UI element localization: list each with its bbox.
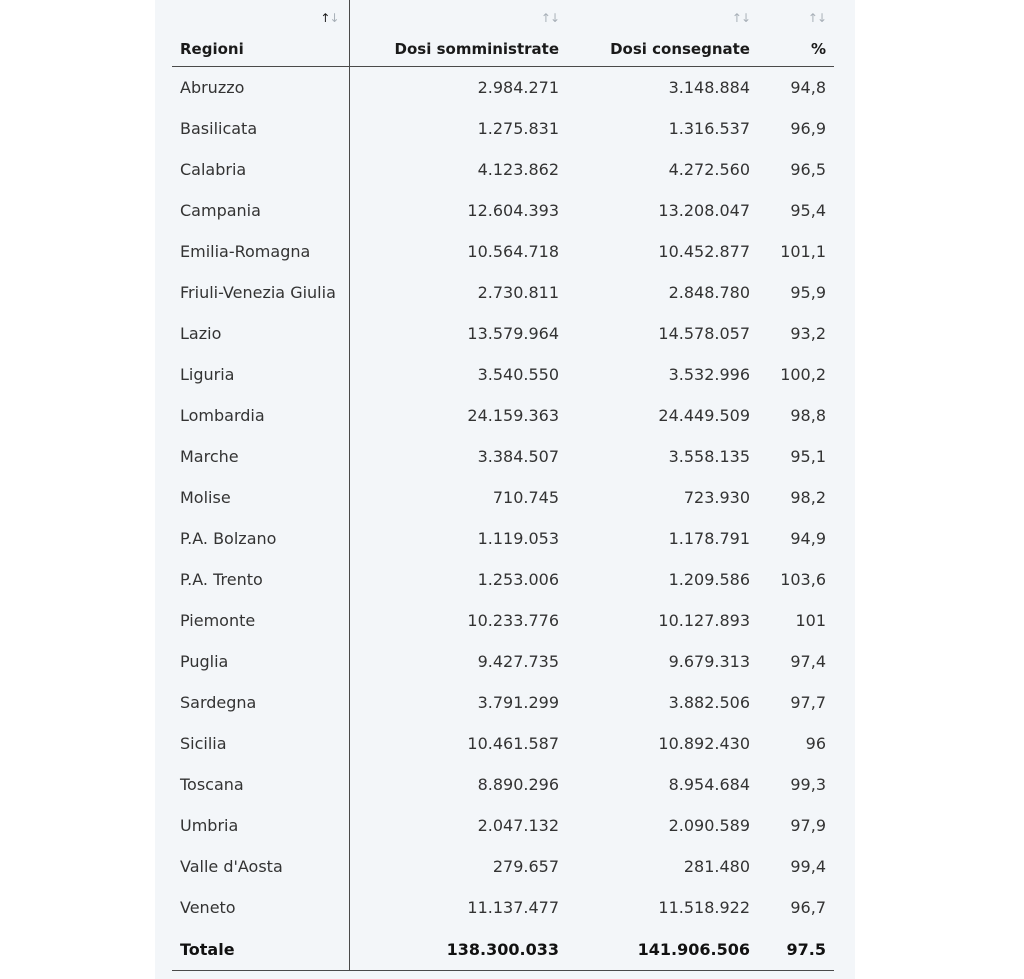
cell-consegnate: 2.090.589 xyxy=(668,816,750,835)
cell-percent: 101,1 xyxy=(780,242,826,261)
cell-consegnate: 11.518.922 xyxy=(658,898,750,917)
cell-somministrate: 10.233.776 xyxy=(467,611,559,630)
table-row xyxy=(172,641,834,682)
sort-up-icon: ↑ xyxy=(540,11,550,25)
table-row xyxy=(172,887,834,928)
table-row xyxy=(172,231,834,272)
table-row xyxy=(172,190,834,231)
cell-region: Lazio xyxy=(172,313,349,354)
cell-consegnate: 3.148.884 xyxy=(668,78,750,97)
cell-consegnate: 10.452.877 xyxy=(658,242,750,261)
cell-consegnate: 9.679.313 xyxy=(668,652,750,671)
cell-region: Abruzzo xyxy=(172,67,349,109)
column-header-region[interactable] xyxy=(172,0,349,67)
column-header-label: Dosi somministrate xyxy=(394,40,559,58)
sort-up-icon: ↑ xyxy=(807,11,817,25)
cell-consegnate: 14.578.057 xyxy=(658,324,750,343)
cell-percent: 98,2 xyxy=(790,488,826,507)
cell-region: Basilicata xyxy=(172,108,349,149)
table-row xyxy=(172,354,834,395)
table-body xyxy=(172,67,834,971)
cell-consegnate: 281.480 xyxy=(683,857,750,876)
cell-consegnate: 8.954.684 xyxy=(668,775,750,794)
cell-consegnate: 1.178.791 xyxy=(668,529,750,548)
cell-percent: 96,9 xyxy=(790,119,826,138)
table-row xyxy=(172,518,834,559)
cell-somministrate: 3.791.299 xyxy=(477,693,559,712)
column-header-label: % xyxy=(810,40,826,58)
cell-somministrate: 1.253.006 xyxy=(477,570,559,589)
table-row xyxy=(172,559,834,600)
cell-consegnate: 24.449.509 xyxy=(658,406,750,425)
cell-total-somministrate: 138.300.033 xyxy=(349,928,567,971)
sort-down-icon: ↓ xyxy=(549,11,559,25)
sort-up-icon: ↑ xyxy=(731,11,741,25)
sort-down-icon: ↓ xyxy=(740,11,750,25)
cell-percent: 97,7 xyxy=(790,693,826,712)
cell-total-consegnate: 141.906.506 xyxy=(567,928,758,971)
sort-arrows-icon[interactable] xyxy=(320,12,338,24)
cell-consegnate: 10.127.893 xyxy=(658,611,750,630)
cell-percent: 103,6 xyxy=(780,570,826,589)
sort-down-icon: ↓ xyxy=(329,11,339,25)
cell-somministrate: 279.657 xyxy=(492,857,559,876)
cell-somministrate: 1.275.831 xyxy=(477,119,559,138)
sort-arrows-icon[interactable] xyxy=(541,12,559,24)
cell-percent: 96,7 xyxy=(790,898,826,917)
sort-arrows-icon[interactable] xyxy=(732,12,750,24)
sort-down-icon: ↓ xyxy=(816,11,826,25)
cell-region: Piemonte xyxy=(172,600,349,641)
table-row xyxy=(172,805,834,846)
cell-percent: 95,1 xyxy=(790,447,826,466)
cell-consegnate: 3.558.135 xyxy=(668,447,750,466)
cell-percent: 99,3 xyxy=(790,775,826,794)
cell-percent: 93,2 xyxy=(790,324,826,343)
table-row xyxy=(172,149,834,190)
cell-percent: 96,5 xyxy=(790,160,826,179)
cell-consegnate: 4.272.560 xyxy=(668,160,750,179)
cell-somministrate: 3.540.550 xyxy=(477,365,559,384)
table-row xyxy=(172,600,834,641)
cell-percent: 97,9 xyxy=(790,816,826,835)
cell-somministrate: 4.123.862 xyxy=(477,160,559,179)
cell-consegnate: 1.209.586 xyxy=(668,570,750,589)
total-row xyxy=(172,928,834,971)
table-row xyxy=(172,108,834,149)
cell-percent: 96 xyxy=(805,734,826,753)
cell-percent: 101 xyxy=(795,611,826,630)
sort-up-icon: ↑ xyxy=(320,11,330,25)
cell-consegnate: 2.848.780 xyxy=(668,283,750,302)
table-row xyxy=(172,395,834,436)
cell-percent: 100,2 xyxy=(780,365,826,384)
table-row xyxy=(172,682,834,723)
cell-percent: 97,4 xyxy=(790,652,826,671)
cell-region: Toscana xyxy=(172,764,349,805)
column-header-percent[interactable] xyxy=(758,0,834,67)
cell-region: Sicilia xyxy=(172,723,349,764)
table-row xyxy=(172,272,834,313)
table-row xyxy=(172,846,834,887)
cell-region: Campania xyxy=(172,190,349,231)
sort-arrows-icon[interactable] xyxy=(808,12,826,24)
cell-consegnate: 10.892.430 xyxy=(658,734,750,753)
cell-consegnate: 723.930 xyxy=(683,488,750,507)
cell-region: Umbria xyxy=(172,805,349,846)
cell-percent: 95,4 xyxy=(790,201,826,220)
column-header-somministrate[interactable] xyxy=(349,0,567,67)
cell-somministrate: 710.745 xyxy=(492,488,559,507)
cell-somministrate: 3.384.507 xyxy=(477,447,559,466)
table-header xyxy=(172,0,834,67)
cell-somministrate: 1.119.053 xyxy=(477,529,559,548)
cell-consegnate: 3.882.506 xyxy=(668,693,750,712)
header-row xyxy=(172,0,834,67)
cell-consegnate: 13.208.047 xyxy=(658,201,750,220)
cell-region: Veneto xyxy=(172,887,349,928)
cell-region: P.A. Trento xyxy=(172,559,349,600)
cell-somministrate: 2.730.811 xyxy=(477,283,559,302)
cell-percent: 95,9 xyxy=(790,283,826,302)
column-header-label: Regioni xyxy=(180,40,244,58)
cell-region: Marche xyxy=(172,436,349,477)
table-row xyxy=(172,67,834,109)
table-row xyxy=(172,723,834,764)
cell-somministrate: 12.604.393 xyxy=(467,201,559,220)
cell-somministrate: 13.579.964 xyxy=(467,324,559,343)
cell-region: Lombardia xyxy=(172,395,349,436)
cell-percent: 94,8 xyxy=(790,78,826,97)
table-row xyxy=(172,477,834,518)
cell-region: Puglia xyxy=(172,641,349,682)
cell-consegnate: 1.316.537 xyxy=(668,119,750,138)
cell-region: Calabria xyxy=(172,149,349,190)
column-header-consegnate[interactable] xyxy=(567,0,758,67)
cell-somministrate: 8.890.296 xyxy=(477,775,559,794)
cell-total-label: Totale xyxy=(172,928,349,971)
cell-somministrate: 9.427.735 xyxy=(477,652,559,671)
cell-region: Liguria xyxy=(172,354,349,395)
cell-percent: 94,9 xyxy=(790,529,826,548)
cell-region: P.A. Bolzano xyxy=(172,518,349,559)
cell-somministrate: 24.159.363 xyxy=(467,406,559,425)
cell-region: Valle d'Aosta xyxy=(172,846,349,887)
cell-region: Emilia-Romagna xyxy=(172,231,349,272)
cell-total-percent: 97.5 xyxy=(758,928,834,971)
cell-consegnate: 3.532.996 xyxy=(668,365,750,384)
cell-region: Friuli-Venezia Giulia xyxy=(172,272,349,313)
table-row xyxy=(172,436,834,477)
cell-somministrate: 10.564.718 xyxy=(467,242,559,261)
cell-somministrate: 11.137.477 xyxy=(467,898,559,917)
table-row xyxy=(172,764,834,805)
cell-region: Sardegna xyxy=(172,682,349,723)
cell-somministrate: 2.984.271 xyxy=(477,78,559,97)
vaccine-doses-table xyxy=(172,0,834,971)
column-header-label: Dosi consegnate xyxy=(610,40,750,58)
cell-region: Molise xyxy=(172,477,349,518)
table-row xyxy=(172,313,834,354)
cell-somministrate: 2.047.132 xyxy=(477,816,559,835)
cell-somministrate: 10.461.587 xyxy=(467,734,559,753)
cell-percent: 99,4 xyxy=(790,857,826,876)
cell-percent: 98,8 xyxy=(790,406,826,425)
